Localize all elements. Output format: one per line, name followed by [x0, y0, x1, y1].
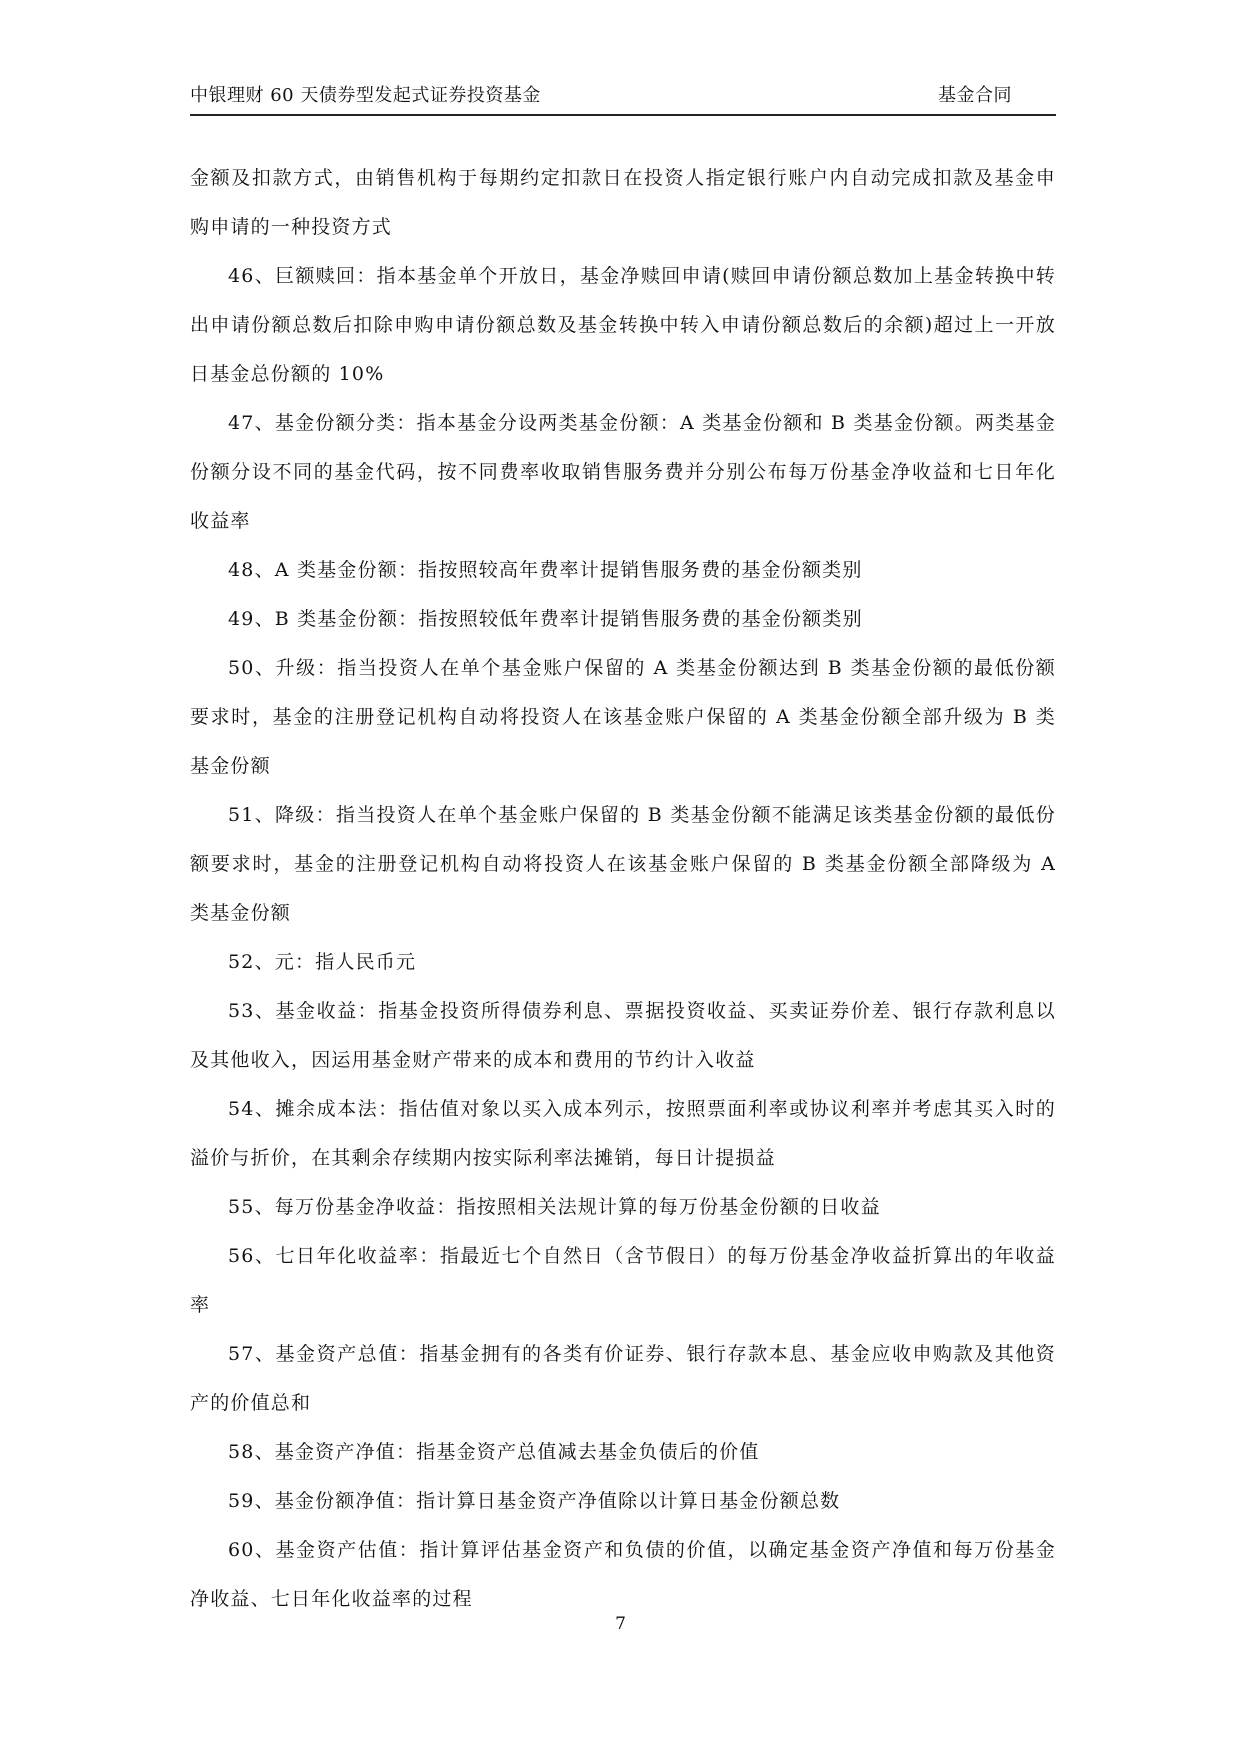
clause-paragraph: 54、摊余成本法：指估值对象以买入成本列示，按照票面利率或协议利率并考虑其买入时的溢价与折价，在其剩余存续期内按实际利率法摊销，每日计提损益	[190, 1098, 1056, 1169]
clause-paragraph: 50、升级：指当投资人在单个基金账户保留的 A 类基金份额达到 B 类基金份额的最低份额要求时，基金的注册登记机构自动将投资人在该基金账户保留的 A 类基金份额全部升级为 B 类基金份额	[190, 657, 1056, 777]
page-number: 7	[615, 1614, 626, 1634]
clause-paragraph: 57、基金资产总值：指基金拥有的各类有价证券、银行存款本息、基金应收申购款及其他资产的价值总和	[190, 1343, 1056, 1414]
clause-paragraph: 58、基金资产净值：指基金资产总值减去基金负债后的价值	[228, 1441, 760, 1463]
clause-paragraph: 47、基金份额分类：指本基金分设两类基金份额：A 类基金份额和 B 类基金份额。两类基金份额分设不同的基金代码，按不同费率收取销售服务费并分别公布每万份基金净收益和七日年化收益率	[190, 412, 1056, 532]
document-title: 中银理财 60 天债券型发起式证券投资基金	[190, 85, 541, 106]
clause-paragraph: 金额及扣款方式，由销售机构于每期约定扣款日在投资人指定银行账户内自动完成扣款及基金申购申请的一种投资方式	[190, 167, 1056, 238]
clause-paragraph: 53、基金收益：指基金投资所得债券利息、票据投资收益、买卖证券价差、银行存款利息以及其他收入，因运用基金财产带来的成本和费用的节约计入收益	[190, 1000, 1056, 1071]
document-type: 基金合同	[938, 85, 1012, 106]
document-body	[190, 154, 1056, 1624]
clause-paragraph: 51、降级：指当投资人在单个基金账户保留的 B 类基金份额不能满足该类基金份额的最低份额要求时，基金的注册登记机构自动将投资人在该基金账户保留的 B 类基金份额全部降级为 A 类基金份额	[190, 804, 1056, 924]
clause-paragraph: 55、每万份基金净收益：指按照相关法规计算的每万份基金份额的日收益	[228, 1196, 881, 1218]
page-header	[190, 86, 1056, 116]
clause-paragraph: 59、基金份额净值：指计算日基金资产净值除以计算日基金份额总数	[228, 1490, 841, 1512]
clause-paragraph: 49、B 类基金份额：指按照较低年费率计提销售服务费的基金份额类别	[228, 608, 863, 630]
clause-paragraph: 52、元：指人民币元	[228, 951, 417, 973]
clause-paragraph: 46、巨额赎回：指本基金单个开放日，基金净赎回申请(赎回申请份额总数加上基金转换中转出申请份额总数后扣除申购申请份额总数及基金转换中转入申请份额总数后的余额)超过上一开放日基金总份额的 10%	[190, 265, 1056, 385]
clause-paragraph: 60、基金资产估值：指计算评估基金资产和负债的价值，以确定基金资产净值和每万份基金净收益、七日年化收益率的过程	[190, 1539, 1056, 1610]
clause-paragraph: 48、A 类基金份额：指按照较高年费率计提销售服务费的基金份额类别	[228, 559, 863, 581]
clause-paragraph: 56、七日年化收益率：指最近七个自然日（含节假日）的每万份基金净收益折算出的年收益率	[190, 1245, 1056, 1316]
